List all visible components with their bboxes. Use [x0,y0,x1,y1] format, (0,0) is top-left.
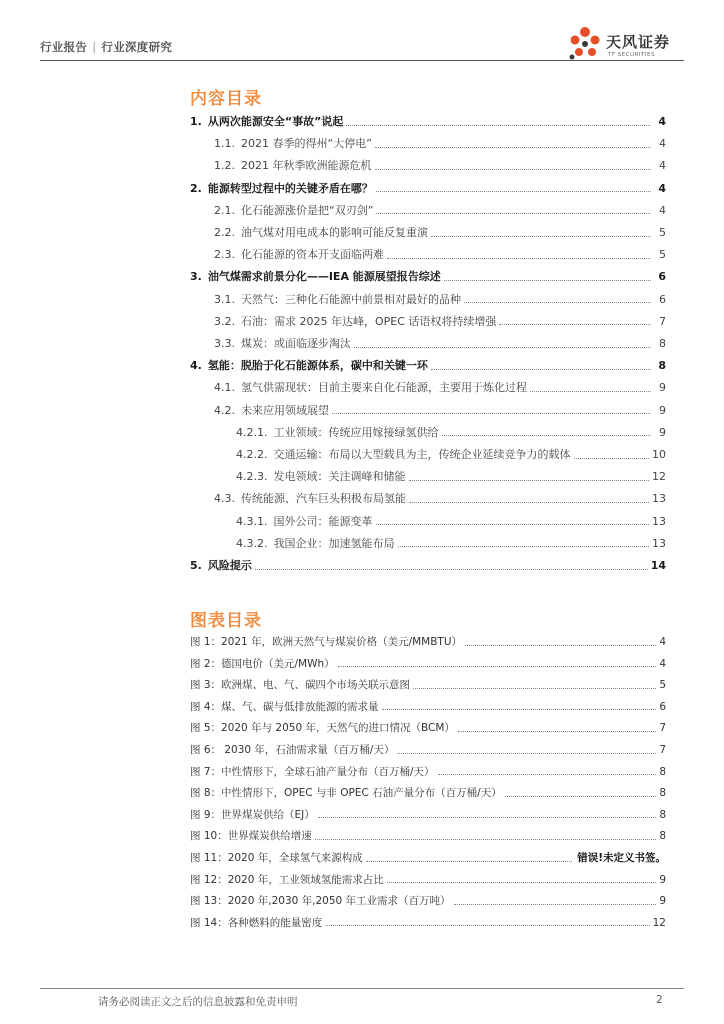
dot-leader [505,796,657,797]
dot-leader [338,666,657,667]
toc-entry-number: 4.3.1. [236,514,268,528]
toc-entry[interactable] [190,267,666,287]
figure-entry-page: 7 [659,722,666,735]
toc-entry-title: 发电领域：关注调峰和储能 [273,470,406,484]
dot-leader [442,435,652,436]
toc-entry-number: 4.3.2. [236,536,268,550]
figure-entry[interactable] [190,870,666,890]
toc-entry-page: 14 [650,559,666,572]
toc-entry-number: 2.1. [214,203,235,217]
toc-entry[interactable] [214,245,666,265]
figure-entry[interactable] [190,783,666,803]
dot-leader [409,480,650,481]
toc-entry-page: 4 [658,115,666,128]
dot-leader [413,688,656,689]
dot-leader [409,502,649,503]
figure-entry-title: 图 10：世界煤炭供给增速 [190,830,312,843]
toc-entry-page: 4 [659,137,666,151]
figure-entry-page: 4 [659,657,666,670]
dot-leader [255,569,648,570]
toc-entry-title: 国外公司：能源变革 [273,514,373,528]
dot-leader [376,191,651,192]
toc-entry-title: 石油：需求 2025 年达峰，OPEC 话语权将持续增强 [241,314,497,328]
toc-entry[interactable] [214,223,666,243]
toc-entry[interactable] [190,356,666,376]
subcategory-label: 行业深度研究 [101,40,173,54]
toc-entry-page: 4 [659,159,666,173]
dot-leader [376,524,650,525]
toc-entry-page: 5 [659,226,666,239]
dot-leader [438,774,657,775]
figure-entry-title: 图 2：德国电价（美元/MWh） [190,657,335,670]
figure-entry[interactable] [190,697,666,717]
figure-entry-title: 图 1：2021 年，欧洲天然气与煤炭价格（美元/MMBTU） [190,636,463,648]
figure-entry-title: 图 14：各种燃料的能量密度 [190,916,323,929]
toc-entry[interactable] [190,112,666,132]
figure-entry-page: 9 [659,895,666,908]
figure-entry-title: 图 9：世界煤炭供给（EJ） [190,808,315,821]
toc-entry[interactable] [214,312,666,332]
dot-leader [398,546,650,547]
toc-entry-page: 10 [652,448,666,461]
figure-entry-page: 5 [659,679,666,692]
toc-entry-number: 3.2. [214,314,235,328]
figure-entry-title: 图 12：2020 年，工业领域氢能需求占比 [190,873,384,886]
toc-entry-title: 天然气：三种化石能源中前景相对最好的品种 [241,292,461,306]
toc-entry-title: 煤炭：或面临逐步淘汰 [241,337,351,350]
figure-entry-page: 8 [659,787,666,800]
dot-leader [444,280,651,281]
toc-entry-page: 13 [652,536,666,550]
figure-entry[interactable] [190,826,666,846]
toc-entry-number: 4.2.2. [236,448,268,461]
dot-leader [530,391,651,392]
header-separator: | [92,40,97,54]
dot-leader [346,125,651,126]
dot-leader [574,458,650,459]
figure-entry[interactable] [190,740,666,760]
toc-entry[interactable] [236,467,666,487]
toc-entry-title: 未来应用领域展望 [241,403,329,417]
figure-entry-title: 图 4：煤、气、碳与低排放能源的需求量 [190,700,379,713]
header-divider [40,60,684,61]
dot-leader [354,347,651,348]
toc-entry-title: 能源转型过程中的关键矛盾在哪？ [207,181,373,195]
toc-entry-page: 6 [659,292,666,306]
toc-entry[interactable] [236,423,666,443]
figure-entry-page: 8 [659,765,666,778]
dot-leader [431,236,651,237]
figure-entry-title: 图 7：中性情形下，全球石油产量分布（百万桶/天） [190,765,435,778]
figure-entry[interactable] [190,718,666,738]
dot-leader [315,839,657,840]
figure-entry[interactable] [190,654,666,674]
toc-entry-page: 4 [659,203,666,217]
toc-entry-number: 4. [190,359,202,373]
figure-entry[interactable] [190,913,666,933]
toc-entry-title: 交通运输：布局以大型载具为主，传统企业延续竞争力的载体 [273,448,571,461]
toc-entry-page: 8 [659,337,666,350]
toc-entry-title: 氢能：脱胎于化石能源体系，碳中和关键一环 [207,359,428,373]
toc-entry-title: 我国企业：加速氢能布局 [273,536,395,550]
dot-leader [397,753,656,754]
figure-entry-title: 图 8：中性情形下，OPEC 与非 OPEC 石油产量分布（百万桶/天） [190,787,502,800]
toc-entry-number: 4.3. [214,492,235,506]
footer-disclaimer: 请务必阅读正文之后的信息披露和免责申明 [98,996,298,1008]
toc-entry-number: 2.2. [214,226,235,239]
toc-entry-page: 12 [652,470,666,484]
toc-entry-title: 2021 年秋季欧洲能源危机 [241,159,372,173]
figure-entry[interactable] [190,632,666,652]
toc-entry[interactable] [190,179,666,199]
toc-entry-title: 从两次能源安全“事故”说起 [207,115,344,128]
toc-entry-number: 3.3. [214,337,235,350]
toc-entry[interactable] [214,201,666,221]
toc-entry-number: 1.1. [214,137,235,151]
figure-entry-title: 图 11：2020 年，全球氢气来源构成 [190,852,363,864]
toc-entry[interactable] [214,334,666,354]
toc-entry[interactable] [236,445,666,465]
figure-entry-page: 4 [659,636,666,648]
figure-entry-page: 8 [659,830,666,843]
figure-entry[interactable] [190,891,666,911]
toc-entry-page: 13 [652,514,666,528]
figure-entry-title: 图 6： 2030 年，石油需求量（百万桶/天） [190,744,395,756]
toc-entry-title: 油气煤对用电成本的影响可能反复重演 [241,226,428,239]
dot-leader [387,882,657,883]
logo-flower-icon [566,24,604,64]
figure-entry-title: 图 3：欧洲煤、电、气、碳四个市场关联示意图 [190,679,411,692]
page-number: 2 [656,994,663,1006]
toc-entry-number: 2.3. [214,248,235,262]
toc-entry-title: 工业领域：传统应用嫁接绿氢供给 [273,425,439,439]
toc-entry-title: 传统能源、汽车巨头积极布局氢能 [241,492,406,506]
figure-entry[interactable] [190,805,666,825]
toc-entry[interactable] [214,156,666,176]
toc-entry-number: 3.1. [214,292,235,306]
logo-english-name: TF SECURITIES [608,52,655,58]
footer-divider [40,988,684,989]
toc-entry-title: 2021 春季的得州“大停电” [241,137,372,151]
dot-leader [318,817,657,818]
toc-entry-page: 5 [659,248,666,262]
dot-leader [325,925,649,926]
toc-entry[interactable] [214,290,666,310]
figure-entry[interactable] [190,762,666,782]
figure-entry-page: 8 [659,808,666,821]
report-category-header [40,39,172,55]
toc-entry[interactable] [236,534,666,554]
figure-entry-page: 9 [659,873,666,886]
figures-heading: 图表目录 [190,611,262,631]
toc-entry[interactable] [214,489,666,509]
dot-leader [465,645,656,646]
dot-leader [366,861,572,862]
toc-entry-page: 8 [658,359,666,373]
figure-entry-page: 12 [652,916,666,929]
dot-leader [332,413,651,414]
toc-entry-title: 风险提示 [207,559,252,572]
dot-leader [499,324,651,325]
figure-entry-error: 错误!未定义书签。 [577,852,666,864]
toc-entry-number: 5. [190,559,202,572]
dot-leader [382,709,657,710]
toc-entry-title: 化石能源的资本开支面临两难 [241,248,384,262]
dot-leader [375,169,652,170]
figure-entry[interactable] [190,675,666,695]
toc-entry-title: 化石能源涨价是把“双刃剑” [241,203,374,217]
dot-leader [376,213,651,214]
toc-entry-page: 7 [659,314,666,328]
dot-leader [375,147,651,148]
toc-entry[interactable] [214,401,666,421]
toc-entry-title: 油气煤需求前景分化——IEA 能源展望报告综述 [207,270,441,284]
toc-heading: 内容目录 [190,89,262,109]
toc-entry-page: 9 [659,403,666,417]
dot-leader [431,369,651,370]
toc-entry-number: 4.2.1. [236,425,268,439]
figure-entry-page: 7 [659,744,666,756]
toc-entry-number: 1. [190,115,202,128]
dot-leader [464,302,651,303]
dot-leader [387,258,651,259]
toc-entry[interactable] [236,512,666,532]
category-label: 行业报告 [40,40,88,54]
figure-entry-title: 图 5：2020 年与 2050 年，天然气的进口情况（BCM） [190,722,455,735]
toc-entry-title: 氢气供需现状：目前主要来自化石能源，主要用于炼化过程 [241,381,527,395]
toc-entry-page: 9 [659,425,666,439]
toc-entry-page: 6 [658,270,666,284]
toc-entry-number: 4.1. [214,381,235,395]
figure-entry-page: 6 [659,700,666,713]
toc-entry[interactable] [190,556,666,576]
figure-entry[interactable] [190,848,666,868]
logo-chinese-name: 天风证券 [606,33,671,51]
toc-entry-number: 1.2. [214,159,235,173]
dot-leader [454,904,657,905]
toc-entry-number: 3. [190,270,202,284]
toc-entry[interactable] [214,378,666,398]
toc-entry[interactable] [214,134,666,154]
toc-entry-number: 4.2. [214,403,235,417]
toc-entry-number: 4.2.3. [236,470,268,484]
toc-entry-page: 4 [658,181,666,195]
figure-entry-title: 图 13：2020 年,2030 年,2050 年工业需求（百万吨） [190,895,451,908]
toc-entry-page: 13 [652,492,666,506]
toc-entry-page: 9 [659,381,666,395]
dot-leader [458,731,656,732]
toc-entry-number: 2. [190,181,202,195]
